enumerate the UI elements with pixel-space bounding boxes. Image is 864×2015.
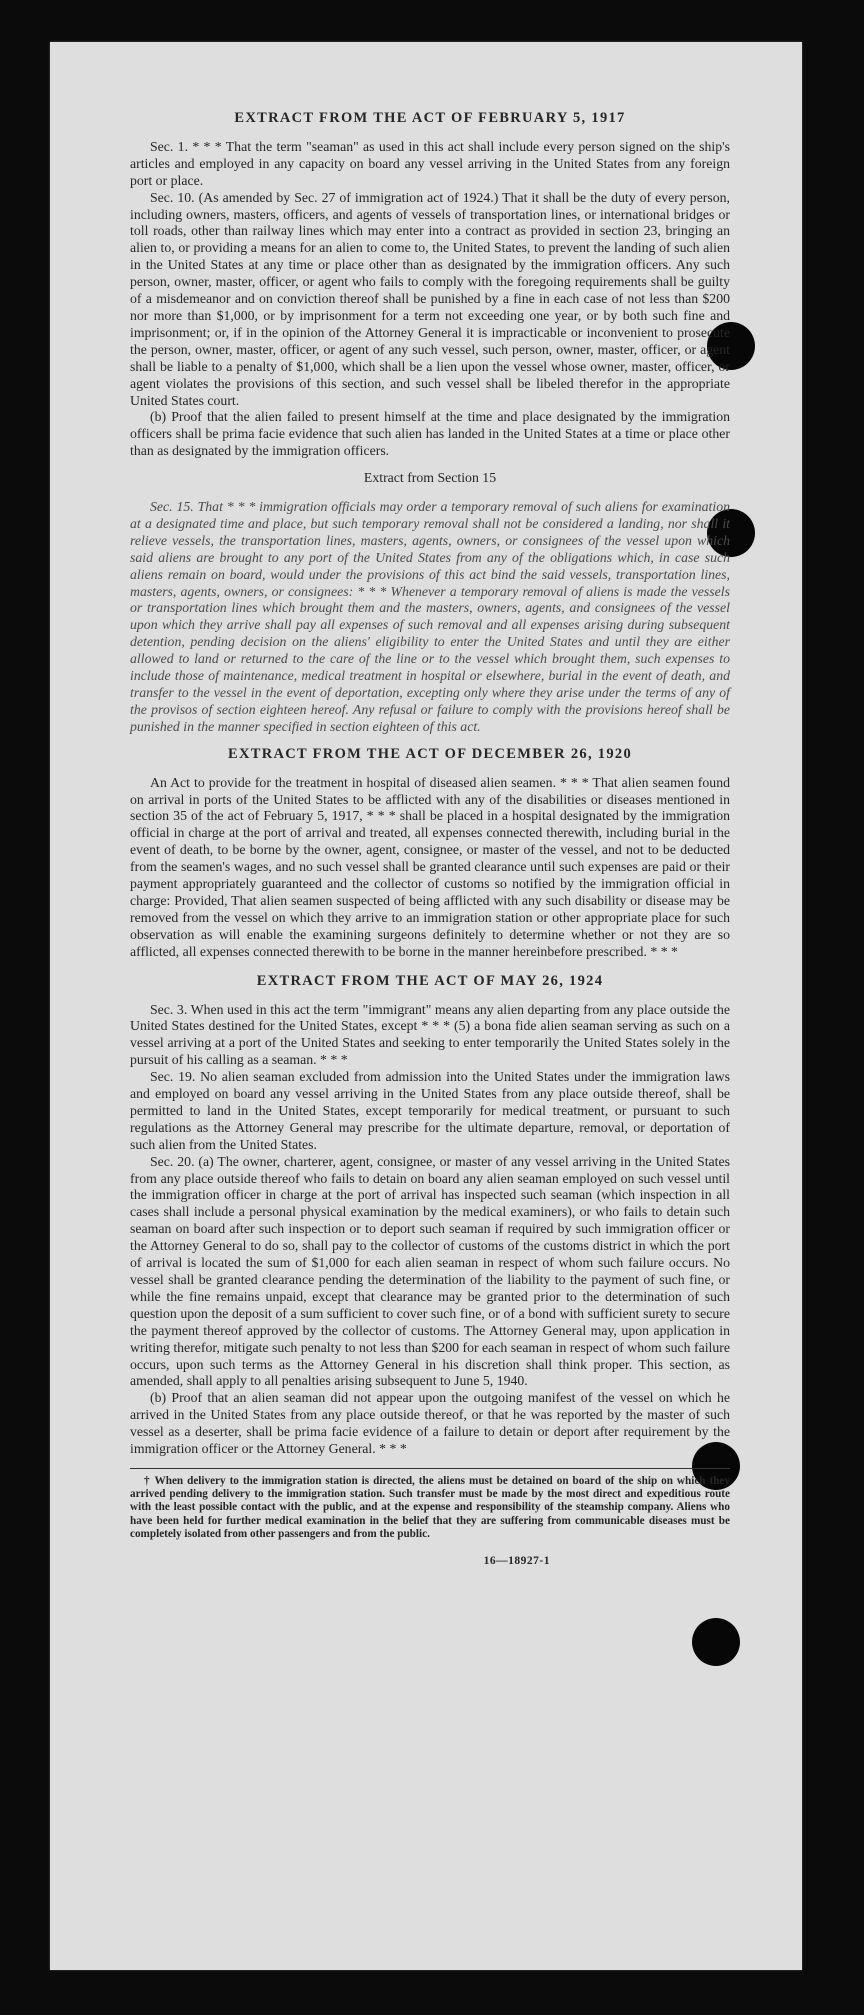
- section-act-1924: [130, 973, 730, 1458]
- section-heading: EXTRACT FROM THE ACT OF FEBRUARY 5, 1917: [234, 110, 626, 126]
- paragraph: Sec. 1. * * * That the term "seaman" as used in this act shall include every person signed on the ship's articles and employed in any capacity on board any vessel arriving in the United States from any foreign port or place.: [130, 138, 730, 188]
- paragraph: (b) Proof that an alien seaman did not appear upon the outgoing manifest of the vessel on which he arrived in the United States from any place outside thereof, or that he was reported by the master of such vessel as a deserter, shall be prima facie evidence of a failure to detain or deport after requirement by the immigration officer or the Attorney General. * * *: [130, 1390, 730, 1457]
- paragraph: (b) Proof that the alien failed to present himself at the time and place designated by the immigration officers shall be prima facie evidence that such alien has landed in the United States at a time or place other than as designated by the immigration officers.: [130, 409, 730, 459]
- paragraph: Sec. 3. When used in this act the term "immigrant" means any alien departing from any place outside the United States destined for the United States, except * * * (5) a bona fide alien seaman serving as such on a vessel arriving at a port of the United States and seeking to enter temporarily the United States solely in the pursuit of his calling as a seaman. * * *: [130, 1001, 730, 1068]
- footnote: † When delivery to the immigration station is directed, the aliens must be detained on board of the ship on which they arrived pending delivery to the immigration station. Such transfer must be made by the most direct and expeditious route with the least possible contact with the public, and at the expense and responsibility of the steamship company. Aliens who have been held for further medical examination in the belief that they are suffering from communicable diseases must be completely isolated from other passengers and from the public.: [130, 1474, 730, 1540]
- paragraph: Sec. 20. (a) The owner, charterer, agent, consignee, or master of any vessel arriving in the United States from any place outside thereof who fails to detain on board any alien seaman employed on such vessel until the immigration officer in charge at the port of arrival has inspected such seaman (which inspection in all cases shall include a personal physical examination by the medical examiners), or who fails to detain such seaman on board after such inspection or to deport such seaman if required by such immigration officer or the Attorney General to do so, shall pay to the collector of customs of the customs district in which the port of arrival is located the sum of $1,000 for each alien seaman in respect of whom such failure occurs. No vessel shall be granted clearance pending the determination of the liability to the payment of such fine, or while the fine remains unpaid, except that clearance may be granted prior to the determination of such question upon the deposit of a sum sufficient to cover such fine, or of a bond with sufficient surety to secure the payment thereof approved by the collector of customs. The Attorney General may, upon application in writing therefor, mitigate such penalty to not less than $200 for each seaman in respect of whom such failure occurs, upon such terms as the Attorney General in his discretion shall think proper. This section, as amended, shall apply to all penalties arising subsequent to June 5, 1940.: [130, 1153, 730, 1389]
- paragraph: Sec. 19. No alien seaman excluded from admission into the United States under the immigration laws and employed on board any vessel arriving in the United States from any place outside thereof, shall be permitted to land in the United States, except temporarily for medical treatment, or pursuant to such regulations as the Attorney General may prescribe for the ultimate departure, removal, or deportation of such alien from the United States.: [130, 1069, 730, 1152]
- section-act-1917: [130, 110, 730, 460]
- section-act-1920: [130, 746, 730, 961]
- section-heading: EXTRACT FROM THE ACT OF MAY 26, 1924: [256, 972, 604, 989]
- document-body: [130, 110, 730, 1570]
- paragraph: Sec. 10. (As amended by Sec. 27 of immigration act of 1924.) That it shall be the duty of every person, including owners, masters, officers, and agents of vessels of transportation lines, or international bridges or toll roads, other than railway lines which may enter into a contract as provided in section 23, bringing an alien to, or providing a means for an alien to come to, the United States, to prevent the landing of such alien in the United States at any time or place other than as designated by the immigration officers. Any such person, owner, master, officer, or agent who fails to comply with the foregoing requirements shall be guilty of a misdemeanor and on conviction thereof shall be punished by a fine in each case of not less than $200 nor more than $1,000, or by imprisonment for a term not exceeding one year, or by both such fine and imprisonment; or, if in the opinion of the Attorney General it is impracticable or inconvenient to prosecute the person, owner, master, officer, or agent of any such vessel, such person, owner, master, officer, or agent shall be liable to a penalty of $1,000, which shall be a lien upon the vessel whose owner, master, officer, or agent violates the provisions of this section, and such vessel shall be libeled therefor in the appropriate United States court.: [130, 189, 730, 408]
- section-extract-15: [130, 470, 730, 736]
- divider-rule: [130, 1468, 730, 1469]
- section-subheading: Extract from Section 15: [363, 470, 497, 486]
- section-heading: EXTRACT FROM THE ACT OF DECEMBER 26, 1920: [227, 745, 633, 762]
- document-page: [50, 42, 802, 1970]
- punch-hole: [692, 1618, 740, 1666]
- italic-paragraph: Sec. 15. That * * * immigration officials may order a temporary removal of such aliens for examination at a designated time and place, but such temporary removal shall not be considered a landing, nor shall it relieve vessels, the transportation lines, masters, agents, owners, or consignees of the vessel upon which said aliens are brought to any port of the United States from any of the obligations which, in case such aliens remain on board, would under the provisions of this act bind the said vessels, transportation lines, masters, agents, owners, or consignees: * * * Whenever a temporary removal of aliens is made the vessels or transportation lines which brought them and the masters, owners, agents, and consignees of the vessel upon which they arrive shall pay all expenses of such removal and all expenses arising during subsequent detention, pending decision on the aliens' eligibility to enter the United States and until they are either allowed to land or returned to the care of the line or to the vessel which brought them, such expenses to include those of maintenance, medical treatment in hospital or elsewhere, burial in the event of death, and transfer to the vessel in the event of deportation, excepting only where they arise under the terms of any of the provisos of section eighteen hereof. Any refusal or failure to comply with the provisions hereof shall be punished in the manner specified in section eighteen of this act.: [130, 499, 730, 734]
- form-number: 16—18927-1: [483, 1554, 550, 1567]
- paragraph: An Act to provide for the treatment in hospital of diseased alien seamen. * * * That alien seamen found on arrival in ports of the United States to be afflicted with any of the disabilities or diseases mentioned in section 35 of the act of February 5, 1917, * * * shall be placed in a hospital designated by the immigration official in charge at the port of arrival and treated, all expenses connected therewith, including burial in the event of death, to be borne by the owner, agent, consignee, or master of the vessel, and not to be deducted from the seamen's wages, and no such vessel shall be granted clearance until such expenses are paid or their payment appropriately guaranteed and the collector of customs so notified by the immigration official in charge: Provided, That alien seamen suspected of being afflicted with any such disability or disease may be removed from the vessel on which they arrive to an immigration station or other appropriate place for such observation as will enable the examining surgeons definitely to determine whether or not they are so afflicted, all expenses connected therewith to be borne in the manner hereinbefore prescribed. * * *: [130, 774, 730, 959]
